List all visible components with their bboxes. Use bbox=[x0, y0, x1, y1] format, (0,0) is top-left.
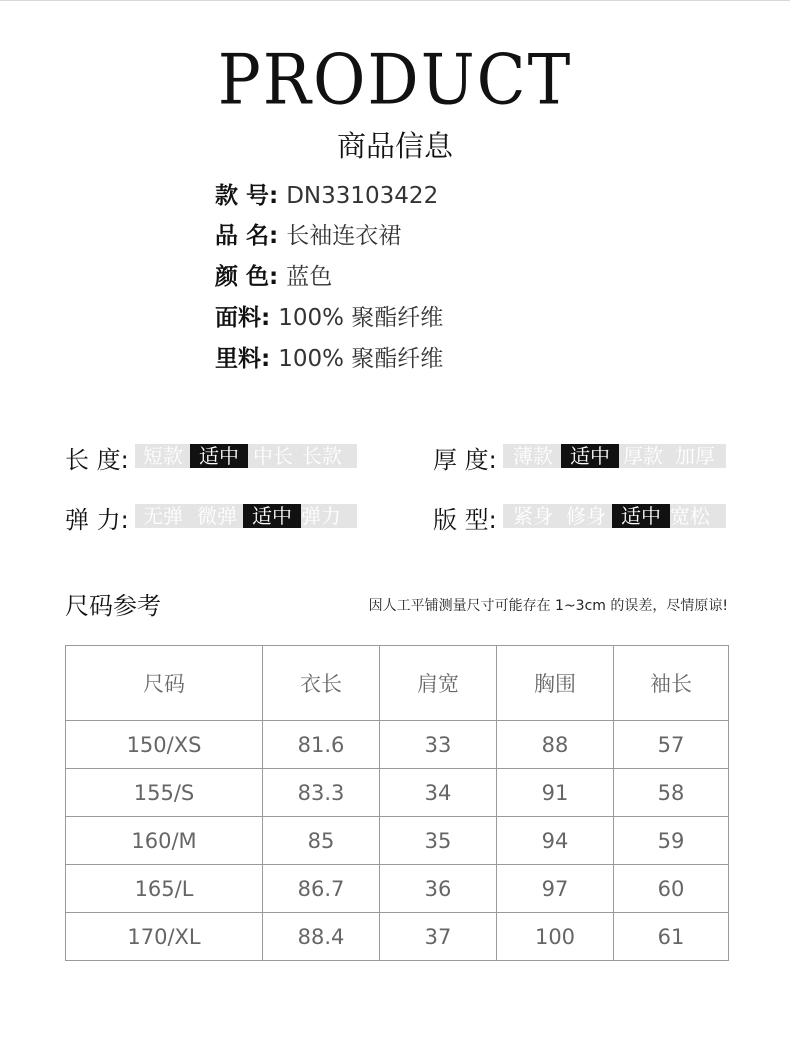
table-header-cell: 衣长 bbox=[263, 646, 380, 721]
size-section-title: 尺码参考 bbox=[65, 592, 161, 620]
attribute-option-selected: 适中 bbox=[243, 504, 301, 528]
attribute-option: 厚款 bbox=[623, 444, 663, 468]
page-subtitle: 商品信息 bbox=[336, 129, 453, 163]
attribute-option: 微弹 bbox=[197, 504, 237, 528]
top-divider bbox=[0, 0, 790, 1]
info-row-product-name bbox=[215, 217, 401, 250]
attribute-length bbox=[65, 444, 365, 474]
table-cell: 58 bbox=[614, 769, 729, 817]
table-cell: 86.7 bbox=[263, 865, 380, 913]
attribute-option-selected: 适中 bbox=[190, 444, 248, 468]
table-cell: 155/S bbox=[66, 769, 263, 817]
table-cell: 36 bbox=[380, 865, 497, 913]
table-cell: 60 bbox=[614, 865, 729, 913]
table-cell: 57 bbox=[614, 721, 729, 769]
attribute-option: 紧身 bbox=[513, 504, 553, 528]
attribute-option: 无弹 bbox=[143, 504, 183, 528]
info-row-lining bbox=[215, 340, 443, 373]
attribute-option: 宽松 bbox=[670, 504, 710, 528]
page-title: PRODUCT bbox=[217, 41, 573, 121]
table-row bbox=[66, 721, 729, 769]
info-row-style-number bbox=[215, 177, 438, 210]
table-row bbox=[66, 913, 729, 961]
table-cell: 160/M bbox=[66, 817, 263, 865]
attribute-option: 长款 bbox=[302, 444, 342, 468]
attribute-label: 长 度: bbox=[65, 446, 129, 474]
table-cell: 97 bbox=[497, 865, 614, 913]
table-cell: 88 bbox=[497, 721, 614, 769]
attribute-thickness bbox=[433, 444, 733, 474]
table-row bbox=[66, 769, 729, 817]
attribute-label: 版 型: bbox=[433, 506, 497, 534]
table-header-cell: 袖长 bbox=[614, 646, 729, 721]
attribute-elasticity bbox=[65, 504, 365, 534]
table-cell: 33 bbox=[380, 721, 497, 769]
attribute-option: 薄款 bbox=[513, 444, 553, 468]
table-cell: 94 bbox=[497, 817, 614, 865]
table-cell: 91 bbox=[497, 769, 614, 817]
attribute-option: 弹力 bbox=[301, 504, 341, 528]
attribute-option: 中长 bbox=[253, 444, 293, 468]
table-header-row bbox=[66, 646, 729, 721]
size-section-note: 因人工平铺测量尺寸可能存在 1~3cm 的误差，尽情原谅! bbox=[368, 598, 728, 614]
attribute-option-selected: 适中 bbox=[612, 504, 670, 528]
table-cell: 83.3 bbox=[263, 769, 380, 817]
info-label: 面料: bbox=[215, 305, 271, 331]
attribute-option: 短款 bbox=[143, 444, 183, 468]
table-cell: 59 bbox=[614, 817, 729, 865]
info-value: 蓝色 bbox=[286, 264, 333, 290]
table-header-cell: 肩宽 bbox=[380, 646, 497, 721]
table-cell: 85 bbox=[263, 817, 380, 865]
info-label: 品 名: bbox=[215, 223, 279, 249]
table-cell: 88.4 bbox=[263, 913, 380, 961]
attribute-fit bbox=[433, 504, 733, 534]
info-label: 款 号: bbox=[215, 183, 279, 209]
table-cell: 100 bbox=[497, 913, 614, 961]
table-cell: 34 bbox=[380, 769, 497, 817]
table-cell: 81.6 bbox=[263, 721, 380, 769]
table-cell: 150/XS bbox=[66, 721, 263, 769]
table-cell: 170/XL bbox=[66, 913, 263, 961]
table-header-cell: 胸围 bbox=[497, 646, 614, 721]
attribute-label: 弹 力: bbox=[65, 506, 129, 534]
info-row-fabric bbox=[215, 299, 443, 332]
info-row-color bbox=[215, 258, 332, 291]
info-value: 100% 聚酯纤维 bbox=[278, 305, 444, 331]
attribute-option: 修身 bbox=[566, 504, 606, 528]
table-cell: 37 bbox=[380, 913, 497, 961]
table-row bbox=[66, 817, 729, 865]
table-header-cell: 尺码 bbox=[66, 646, 263, 721]
attribute-label: 厚 度: bbox=[433, 446, 497, 474]
info-value: 长袖连衣裙 bbox=[286, 223, 402, 249]
attribute-option-selected: 适中 bbox=[561, 444, 619, 468]
info-value: DN33103422 bbox=[286, 183, 439, 209]
table-cell: 61 bbox=[614, 913, 729, 961]
table-cell: 165/L bbox=[66, 865, 263, 913]
size-table bbox=[65, 645, 729, 961]
table-cell: 35 bbox=[380, 817, 497, 865]
info-value: 100% 聚酯纤维 bbox=[278, 346, 444, 372]
table-row bbox=[66, 865, 729, 913]
info-label: 里料: bbox=[215, 346, 271, 372]
info-label: 颜 色: bbox=[215, 264, 279, 290]
attribute-option: 加厚 bbox=[675, 444, 715, 468]
